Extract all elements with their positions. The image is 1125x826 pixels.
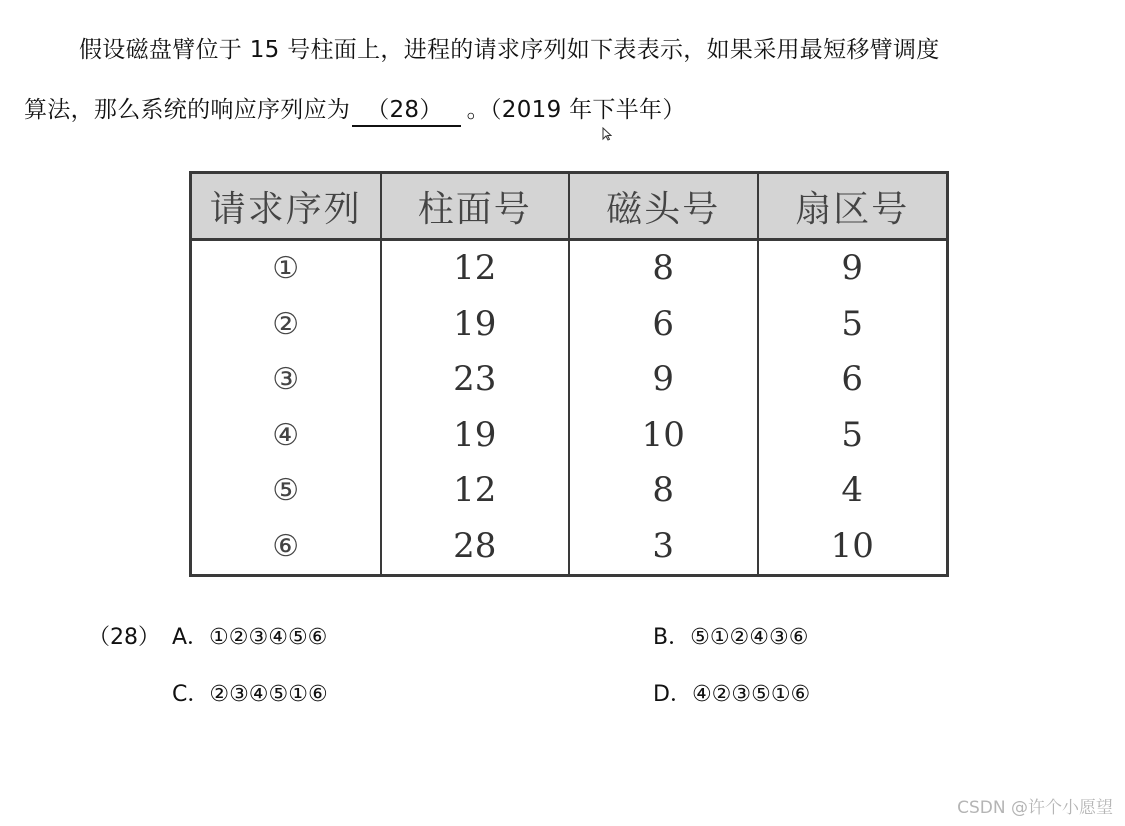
cell-sector: 9: [758, 240, 947, 297]
question-line-1: 假设磁盘臂位于 15 号柱面上，进程的请求序列如下表表示，如果采用最短移臂调度: [79, 37, 940, 63]
table-row: [192, 297, 946, 352]
question-line-2: [24, 91, 686, 127]
cell-seq: ③: [272, 362, 300, 398]
cell-sector: 6: [758, 352, 947, 407]
cell-head: 8: [569, 240, 758, 297]
cell-sector: 10: [758, 518, 947, 574]
cell-cylinder: 23: [381, 352, 570, 407]
header-sector: 扇区号: [758, 174, 947, 240]
options-question-number: （28）: [88, 625, 160, 650]
question-source: 。（2019 年下半年）: [466, 97, 686, 123]
table-row: [192, 352, 946, 407]
cell-seq: ②: [272, 306, 300, 342]
question-line-2-text: 算法，那么系统的响应序列应为: [24, 97, 351, 123]
table-row: [192, 240, 946, 297]
cell-head: 8: [569, 463, 758, 518]
option-d: D．④②③⑤①⑥: [653, 682, 811, 707]
option-a: A．①②③④⑤⑥: [172, 625, 328, 650]
header-request-seq: 请求序列: [192, 174, 381, 240]
cell-head: 3: [569, 518, 758, 574]
cell-head: 6: [569, 297, 758, 352]
table-row: [192, 407, 946, 462]
cell-sector: 5: [758, 297, 947, 352]
table-header-row: [192, 174, 946, 240]
cell-cylinder: 19: [381, 297, 570, 352]
option-c: C．②③④⑤①⑥: [172, 682, 328, 707]
answer-blank: （28）: [352, 91, 460, 127]
cell-sector: 4: [758, 463, 947, 518]
mouse-pointer-icon: [602, 126, 612, 145]
header-head: 磁头号: [569, 174, 758, 240]
csdn-watermark: CSDN @许个小愿望: [957, 798, 1113, 818]
cell-seq: ⑤: [272, 473, 300, 509]
cell-cylinder: 12: [381, 240, 570, 297]
cell-seq: ④: [272, 417, 300, 453]
table-row: [192, 463, 946, 518]
cell-head: 9: [569, 352, 758, 407]
cell-sector: 5: [758, 407, 947, 462]
request-table: [189, 171, 949, 577]
cell-cylinder: 28: [381, 518, 570, 574]
header-cylinder: 柱面号: [381, 174, 570, 240]
table-row: [192, 518, 946, 574]
cell-cylinder: 19: [381, 407, 570, 462]
cell-head: 10: [569, 407, 758, 462]
cell-seq: ⑥: [272, 528, 300, 564]
cell-seq: ①: [272, 251, 300, 287]
cell-cylinder: 12: [381, 463, 570, 518]
option-b: B．⑤①②④③⑥: [653, 625, 809, 650]
